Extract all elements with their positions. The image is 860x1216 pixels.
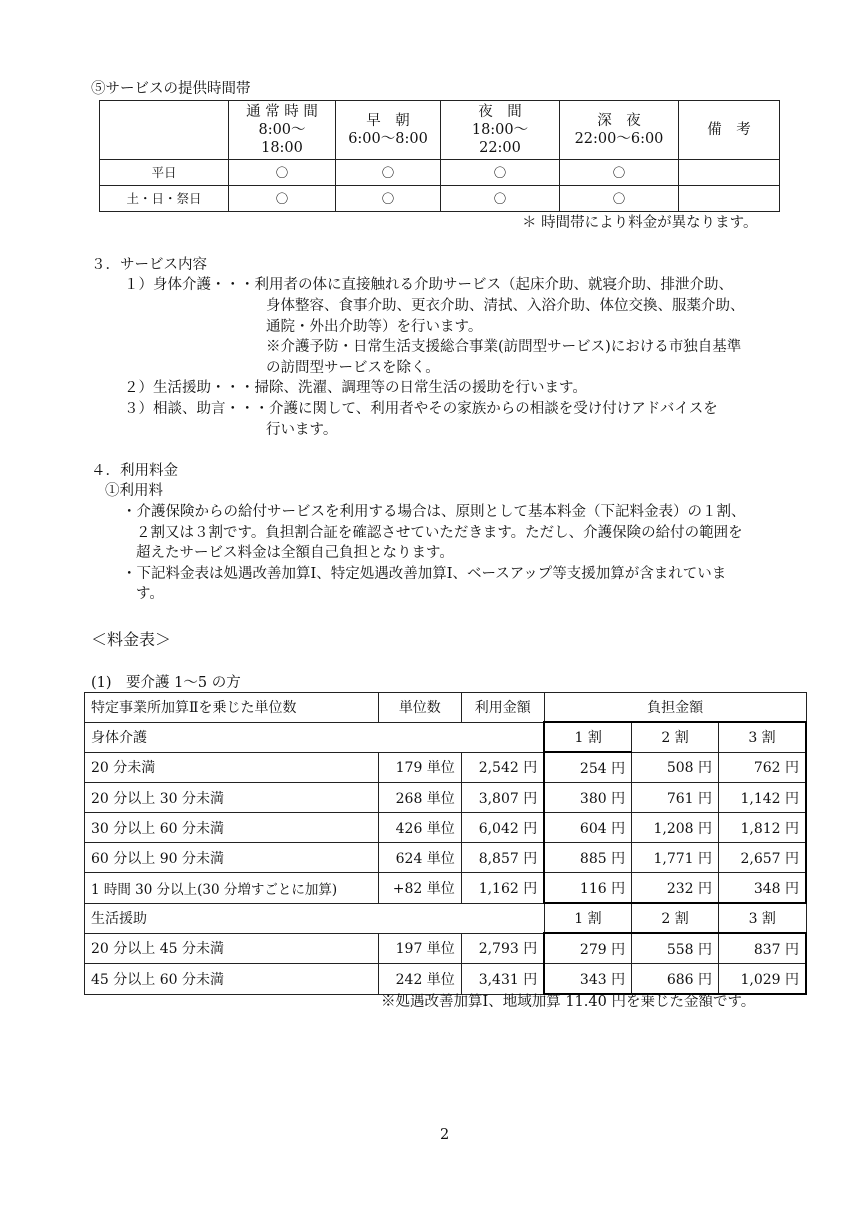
amount-cell: 3,807 円 bbox=[461, 783, 544, 813]
time-table-corner bbox=[100, 101, 229, 160]
amount-cell: 2,542 円 bbox=[461, 752, 544, 783]
section3-line-6: ２）生活援助・・・掃除、洗濯、調理等の日常生活の援助を行います。 bbox=[124, 380, 587, 396]
amount-cell: 6,042 円 bbox=[461, 813, 544, 843]
fee-table-header-row bbox=[85, 693, 807, 723]
header-early-label: 早 朝 bbox=[366, 113, 410, 129]
mark-cell: 〇 bbox=[229, 160, 336, 186]
units-cell: 624 単位 bbox=[378, 843, 461, 873]
section3-line-8: 行います。 bbox=[266, 422, 338, 438]
burden-2-cell: 558 円 bbox=[632, 933, 719, 964]
ratio-label-3: 3 割 bbox=[719, 722, 806, 752]
fee-header-units: 単位数 bbox=[378, 693, 461, 723]
burden-3-cell: 1,029 円 bbox=[719, 964, 806, 995]
header-late-label: 深 夜 bbox=[597, 113, 641, 129]
table-row bbox=[85, 752, 807, 783]
table-row bbox=[85, 813, 807, 843]
burden-1-cell: 604 円 bbox=[544, 813, 631, 843]
fee-header-amount: 利用金額 bbox=[461, 693, 544, 723]
burden-2-cell: 686 円 bbox=[632, 964, 719, 995]
burden-1-cell: 343 円 bbox=[544, 964, 631, 995]
amount-cell: 8,857 円 bbox=[461, 843, 544, 873]
section4-line-2: ２割又は３割です。負担割合証を確認させていただきます。ただし、介護保険の給付の範囲を bbox=[136, 525, 743, 541]
header-normal-time bbox=[229, 101, 336, 160]
header-remarks-label: 備 考 bbox=[707, 122, 751, 138]
burden-3-cell: 2,657 円 bbox=[719, 843, 806, 873]
mark-cell bbox=[679, 186, 780, 212]
section4-sub: ①利用料 bbox=[105, 483, 163, 499]
mark-cell: 〇 bbox=[560, 160, 679, 186]
mark-cell: 〇 bbox=[336, 186, 441, 212]
fee-table-note: ※処遇改善加算Ⅰ、地域加算 11.40 円を乗じた金額です。 bbox=[381, 994, 756, 1010]
amount-cell: 2,793 円 bbox=[461, 933, 544, 964]
fee-header-units-desc: 特定事業所加算Ⅱを乗じた単位数 bbox=[85, 693, 379, 723]
burden-3-cell: 837 円 bbox=[719, 933, 806, 964]
mark-cell bbox=[679, 160, 780, 186]
burden-1-cell: 885 円 bbox=[544, 843, 631, 873]
section3-line-5: の訪問型サービスを除く。 bbox=[266, 360, 440, 376]
time-table-row-weekday bbox=[100, 160, 780, 186]
row-label: 20 分以上 30 分未満 bbox=[85, 783, 379, 813]
time-table-header-row bbox=[100, 101, 780, 160]
row-label: 60 分以上 90 分未満 bbox=[85, 843, 379, 873]
row-label: 1 時間 30 分以上(30 分増すごとに加算) bbox=[85, 873, 379, 904]
units-cell: 179 単位 bbox=[378, 752, 461, 783]
table-row bbox=[85, 933, 807, 964]
header-remarks bbox=[679, 101, 780, 160]
group-header-physical bbox=[85, 722, 807, 752]
ratio-label-1: 1 割 bbox=[544, 903, 631, 933]
fee-table-title: (1) 要介護 1～5 の方 bbox=[91, 675, 241, 691]
row-label-holiday: 土・日・祭日 bbox=[100, 186, 229, 212]
ratio-label-2: 2 割 bbox=[632, 903, 719, 933]
service-time-table bbox=[99, 100, 780, 212]
page-number: 2 bbox=[440, 1127, 450, 1143]
mark-cell: 〇 bbox=[229, 186, 336, 212]
units-cell: +82 単位 bbox=[378, 873, 461, 904]
fee-header-burden: 負担金額 bbox=[544, 693, 806, 723]
burden-3-cell: 1,812 円 bbox=[719, 813, 806, 843]
section3-line-4: ※介護予防・日常生活支援総合事業(訪問型サービス)における市独自基準 bbox=[266, 339, 742, 355]
section4-heading: ４．利用料金 bbox=[91, 463, 178, 479]
header-early-morning bbox=[336, 101, 441, 160]
group-label-life: 生活援助 bbox=[85, 903, 545, 933]
time-table-row-holiday bbox=[100, 186, 780, 212]
burden-3-cell: 348 円 bbox=[719, 873, 806, 904]
units-cell: 242 単位 bbox=[378, 964, 461, 995]
section4-line-1: ・介護保険からの給付サービスを利用する場合は、原則として基本料金（下記料金表）の１割、 bbox=[122, 504, 746, 520]
burden-1-cell: 254 円 bbox=[544, 752, 631, 783]
section3-line-3: 通院・外出介助等）を行います。 bbox=[266, 319, 483, 335]
burden-3-cell: 1,142 円 bbox=[719, 783, 806, 813]
mark-cell: 〇 bbox=[441, 160, 560, 186]
units-cell: 268 単位 bbox=[378, 783, 461, 813]
units-cell: 197 単位 bbox=[378, 933, 461, 964]
burden-2-cell: 1,208 円 bbox=[632, 813, 719, 843]
burden-2-cell: 508 円 bbox=[632, 752, 719, 783]
header-normal-end: 18:00 bbox=[261, 140, 303, 156]
header-night-start: 18:00～ bbox=[471, 122, 529, 138]
units-cell: 426 単位 bbox=[378, 813, 461, 843]
burden-1-cell: 380 円 bbox=[544, 783, 631, 813]
row-label: 45 分以上 60 分未満 bbox=[85, 964, 379, 995]
burden-2-cell: 761 円 bbox=[632, 783, 719, 813]
header-night bbox=[441, 101, 560, 160]
row-label-weekday: 平日 bbox=[100, 160, 229, 186]
section5-title: ⑤サービスの提供時間帯 bbox=[91, 81, 251, 97]
ratio-label-1: 1 割 bbox=[544, 722, 631, 752]
fee-table-heading: ＜料金表＞ bbox=[91, 630, 172, 649]
header-night-label: 夜 間 bbox=[478, 104, 522, 120]
table-row bbox=[85, 964, 807, 995]
mark-cell: 〇 bbox=[336, 160, 441, 186]
section3-line-2: 身体整容、食事介助、更衣介助、清拭、入浴介助、体位交換、服薬介助、 bbox=[266, 298, 745, 314]
burden-2-cell: 1,771 円 bbox=[632, 843, 719, 873]
ratio-label-2: 2 割 bbox=[632, 722, 719, 752]
time-table-note: ＊ 時間帯により料金が異なります。 bbox=[522, 215, 758, 231]
table-row bbox=[85, 783, 807, 813]
section3-heading: ３．サービス内容 bbox=[91, 257, 207, 273]
ratio-label-3: 3 割 bbox=[719, 903, 806, 933]
header-night-end: 22:00 bbox=[479, 140, 521, 156]
section3-line-7: ３）相談、助言・・・介護に関して、利用者やその家族からの相談を受け付けアドバイスを bbox=[124, 401, 718, 417]
header-normal-start: 8:00～ bbox=[258, 122, 306, 138]
row-label: 20 分未満 bbox=[85, 752, 379, 783]
fee-table bbox=[84, 692, 807, 995]
burden-1-cell: 116 円 bbox=[544, 873, 631, 904]
group-label-physical: 身体介護 bbox=[85, 722, 545, 752]
mark-cell: 〇 bbox=[441, 186, 560, 212]
burden-3-cell: 762 円 bbox=[719, 752, 806, 783]
header-normal-label: 通 常 時 間 bbox=[246, 104, 318, 120]
amount-cell: 1,162 円 bbox=[461, 873, 544, 904]
header-late-range: 22:00～6:00 bbox=[574, 131, 664, 147]
table-row bbox=[85, 873, 807, 904]
section4-line-5: す。 bbox=[136, 586, 164, 602]
section3-line-1: １）身体介護・・・利用者の体に直接触れる介助サービス（起床介助、就寝介助、排泄介助、 bbox=[124, 277, 733, 293]
burden-2-cell: 232 円 bbox=[632, 873, 719, 904]
row-label: 20 分以上 45 分未満 bbox=[85, 933, 379, 964]
header-late-night bbox=[560, 101, 679, 160]
burden-1-cell: 279 円 bbox=[544, 933, 631, 964]
amount-cell: 3,431 円 bbox=[461, 964, 544, 995]
section4-line-3: 超えたサービス料金は全額自己負担となります。 bbox=[136, 545, 454, 561]
row-label: 30 分以上 60 分未満 bbox=[85, 813, 379, 843]
table-row bbox=[85, 843, 807, 873]
mark-cell: 〇 bbox=[560, 186, 679, 212]
section4-line-4: ・下記料金表は処遇改善加算Ⅰ、特定処遇改善加算Ⅰ、ベースアップ等支援加算が含まれていま bbox=[122, 566, 727, 582]
group-header-life bbox=[85, 903, 807, 933]
header-early-range: 6:00～8:00 bbox=[348, 131, 428, 147]
